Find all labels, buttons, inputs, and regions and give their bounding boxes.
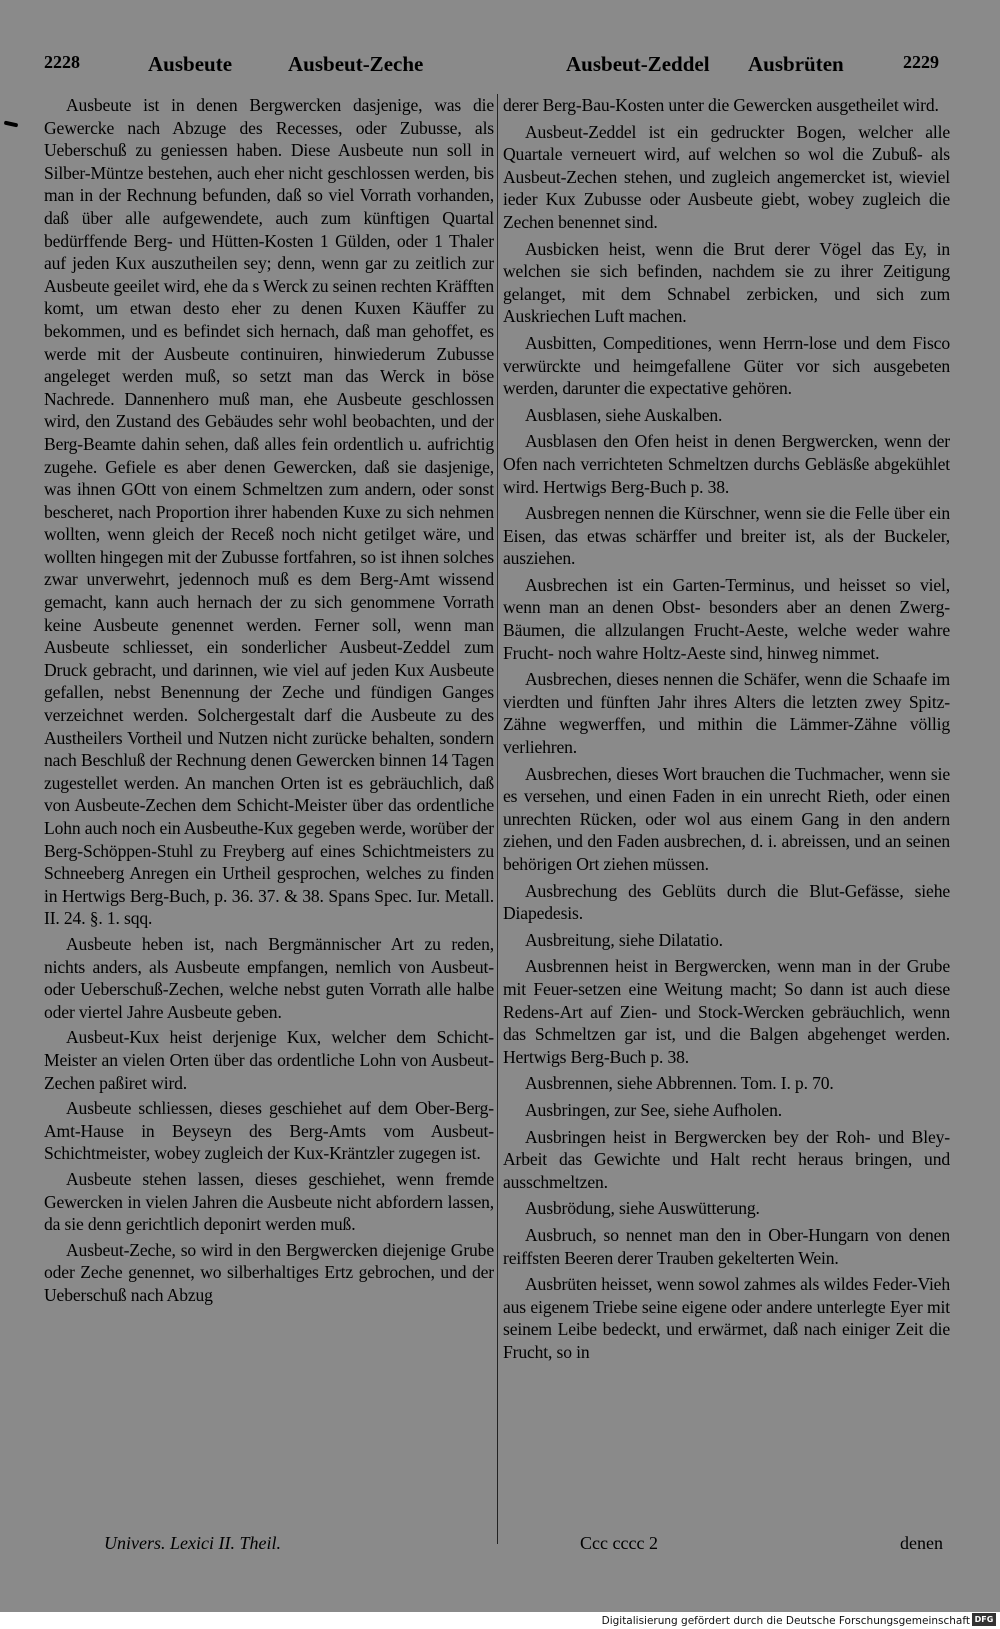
- digitization-credit: Digitalisierung gefördert durch die Deutsche Forschungsgemeinschaft: [601, 1615, 970, 1627]
- entry-ausbrechen-schaefer: Ausbrechen, dieses nennen die Schäfer, wenn die Schaafe im vierdten und fünften Jahr ihres Alters die letzten zwey Spitz-Zähne wegwerffen, und mithin die Lämmer-Zähne völlig verliehren.: [503, 669, 950, 758]
- left-header-keyword-2: Ausbeut-Zeche: [288, 52, 424, 76]
- left-header-keyword-1: Ausbeute: [148, 52, 233, 76]
- entry-ausbringen-see: Ausbringen, zur See, siehe Aufholen.: [525, 1099, 782, 1120]
- entry-ausbroedung: Ausbrödung, siehe Auswütterung.: [525, 1198, 760, 1219]
- catchword: denen: [900, 1533, 943, 1553]
- entry-ausbeute: Ausbeute ist in denen Bergwercken dasjenige, was die Gewercke nach Abzuge des Recesses, oder Zubusse, als Ueberschuß zu geniessen haben. Diese Ausbeute nun soll in Silber-Müntze bestehen, auch eher nicht geschlossen werden, bis man in der Rechnung befunden, daß so viel Vorrath vorhanden, daß über alle aufgewendete, auch zum künftigen Quartal bedürffende Berg- und Hütten-Kosten 1 Gülden, oder 1 Thaler auf jeden Kux auszutheilen sey; denn, wenn gar zu zeitlich zur Ausbeute geeilet wird, ehe da s Werck zu seinen rechten Kräfften komt, um etwan desto eher zu denen Kuxen Käuffer zu bekommen, und es befindet sich hernach, daß man gehoffet, es werde mit der Ausbeute continuiren, hinwiederum Zubusse angeleget werden muß, so setzt man das Werck in böse Nachrede. Dannenhero muß man, ehe Ausbeute geschlossen wird, den Zustand des Gebäudes sehr wohl beobachten, und der Berg-Beamte dahin sehen, daß alles fein ordentlich u. aufrichtig zugehe. Gefiele es aber denen Gewercken, daß sie dasjenige, was ihnen GOtt von einem Schmeltzen zum andern, oder sonst bescheret, nach Proportion ihrer habenden Kuxe zu sich nehmen wollten, wenn gleich der Receß noch nicht getilget wäre, und wollten hingegen mit der Zubusse fortfahren, so ist ihnen solches zwar unverwehrt, jedennoch muß es dem Berg-Amt wissend gemacht, kann auch hernach der zu sich genommene Vorrath keine Ausbeute genennet werden. Ferner soll, wenn man Ausbeute schliesset, ein sonderlicher Ausbeut-Zeddel zum Druck gebracht, und darinnen, wie viel auf jeden Kux Ausbeute gefallen, nebst Benennung der Zeche und fündigen Ganges verzeichnet werden. Solchergestalt darf die Ausbeute zu des Austheilers Vortheil und Nutzen nicht zurücke behalten, sondern nach Beschluß der Rechnung denen Gewercken binnen 14 Tagen zugestellet werden. An manchen Orten ist es gebräuchlich, daß von Ausbeute-Zechen dem Schicht-Meister über das ordentliche Lohn auch noch ein Ausbeuthe-Kux gegeben werde, worüber der Berg-Schöppen-Stuhl zu Freyberg auf eines Schichtmeisters zu Schneeberg Anregen ein Urtheil gesprochen, welches zu finden in Hertwigs Berg-Buch, p. 36. 37. & 38. Spans Spec. Iur. Metall. II. 24. §. 1. sqq.: [44, 95, 494, 929]
- entry-ausbringen: Ausbringen heist in Bergwercken bey der Roh- und Bley-Arbeit das Gewichte und Halt recht heraus bringen, und ausschmeltzen.: [503, 1126, 950, 1192]
- entry-ausbrennen-abbrennen: Ausbrennen, siehe Abbrennen. Tom. I. p. 70.: [525, 1073, 834, 1094]
- entry-ausbeut-zeddel: Ausbeut-Zeddel ist ein gedruckter Bogen, welcher alle Quartale verneuert wird, auf welchen so wol die Zubuß- als Ausbeut-Zechen stehen, und zugleich angemercket ist, wieviel ieder Kux Zubusse oder Ausbeute giebt, wobey zugleich die Zechen benennet sind.: [503, 121, 950, 232]
- entry-ausbrennen: Ausbrennen heist in Bergwercken, wenn man in der Grube mit Feuer-setzen eine Weitung macht; So dann ist auch diese Redens-Art auf Zien- und Stock-Wercken gebräuchlich, wenn das Schmeltzen gar ist, und die Balgen abgehenget werden. Hertwigs Berg-Buch p. 38.: [503, 956, 950, 1067]
- volume-signature: Univers. Lexici II. Theil.: [104, 1533, 281, 1553]
- entry-ausbrueten: Ausbrüten heisset, wenn sowol zahmes als wildes Feder-Vieh aus eigenem Triebe seine eigene oder andere unterlegte Eyer mit seinem Leibe bedeckt, und erwärmet, daß nach einiger Zeit die Frucht, so in: [503, 1274, 950, 1362]
- entry-continuation: derer Berg-Bau-Kosten unter die Gewercken ausgetheilet wird.: [503, 95, 939, 115]
- entry-ausblasen-ofen: Ausblasen den Ofen heist in denen Bergwercken, wenn der Ofen nach verrichteten Schmeltzen durchs Gebläsße abgekühlet wird. Hertwigs Berg-Buch p. 38.: [503, 431, 950, 497]
- right-header-keyword-2: Ausbrüten: [748, 52, 844, 76]
- column-divider: [497, 94, 498, 1544]
- entry-ausbrechen-tuchmacher: Ausbrechen, dieses Wort brauchen die Tuchmacher, wenn sie es versehen, und einen Faden in ein unrecht Rieth, oder einen unrechten Rücken, oder wol aus einem Gang in den andern ziehen, und den Faden ausbrechen, d. i. abreissen, und an seinen behörigen Ort ziehen müssen.: [503, 763, 950, 874]
- entry-ausbeut-zeche: Ausbeut-Zeche, so wird in den Bergwercken diejenige Grube oder Zeche genennet, wo silberhaltiges Ertz gebrochen, und der Ueberschuß nach Abzug: [44, 1239, 494, 1305]
- entry-ausbeut-kux: Ausbeut-Kux heist derjenige Kux, welcher dem Schicht-Meister an vielen Orten über das ordentliche Lohn von Ausbeut-Zechen paßiret wird.: [44, 1027, 494, 1093]
- entry-ausbreitung: Ausbreitung, siehe Dilatatio.: [525, 929, 723, 950]
- entry-ausbeute-stehen-lassen: Ausbeute stehen lassen, dieses geschiehet, wenn fremde Gewercken in vielen Jahren die Ausbeute nicht abfordern lassen, da sie denn gerichtlich deponirt werden muß.: [44, 1168, 494, 1235]
- entry-ausbrechung: Ausbrechung des Geblüts durch die Blut-Gefässe, siehe Diapedesis.: [503, 880, 950, 924]
- signature-mark: Ccc cccc 2: [580, 1533, 658, 1553]
- right-page-number: 2229: [903, 52, 939, 72]
- entry-ausbruch: Ausbruch, so nennet man den in Ober-Hungarn von denen reiffsten Beeren derer Trauben gekelterten Wein.: [503, 1224, 950, 1268]
- entry-ausbitten: Ausbitten, Compeditiones, wenn Herrn-lose und dem Fisco verwürckte und heimgefallene Güter vor sich ausgebeten werden, darunter die expectative gehören.: [503, 332, 950, 399]
- entry-ausblasen: Ausblasen, siehe Auskalben.: [525, 404, 723, 425]
- entry-ausbicken: Ausbicken heist, wenn die Brut derer Vögel das Ey, in welchen sie sich befinden, nachdem sie zu ihrer Zeitigung gelanget, mit dem Schnabel zerbicken, und sich zum Auskriechen Luft machen.: [503, 238, 950, 327]
- entry-ausbeute-heben: Ausbeute heben ist, nach Bergmännischer Art zu reden, nichts anders, als Ausbeute empfangen, nemlich von Ausbeut- oder Ueberschuß-Zechen, welche nebst guten Vorrath alle halbe oder viertel Jahre Ausbeute geben.: [44, 933, 494, 1022]
- entry-ausbeute-schliessen: Ausbeute schliessen, dieses geschiehet auf dem Ober-Berg-Amt-Hause in Beyseyn des Berg-Amts vom Ausbeut-Schichtmeister, wobey zugleich der Kux-Kräntzler zugegen ist.: [44, 1098, 494, 1164]
- right-text-column: [503, 94, 950, 1549]
- left-page-number: 2228: [44, 52, 80, 72]
- left-text-column: [44, 94, 494, 1549]
- dfg-logo: DFG: [972, 1613, 996, 1626]
- right-header-keyword-1: Ausbeut-Zeddel: [566, 52, 710, 76]
- entry-ausbregen: Ausbregen nennen die Kürschner, wenn sie die Felle über ein Eisen, das etwas schärffer und breiter ist, als der Buckeler, ausziehen.: [503, 503, 950, 569]
- entry-ausbrechen-garten: Ausbrechen ist ein Garten-Terminus, und heisset so viel, wenn man an denen Obst- besonders aber an denen Zwerg-Bäumen, die allzulangen Frucht-Aeste, welche weder wahre Frucht- noch wahre Holtz-Aeste sind, hinweg nimmet.: [503, 574, 950, 663]
